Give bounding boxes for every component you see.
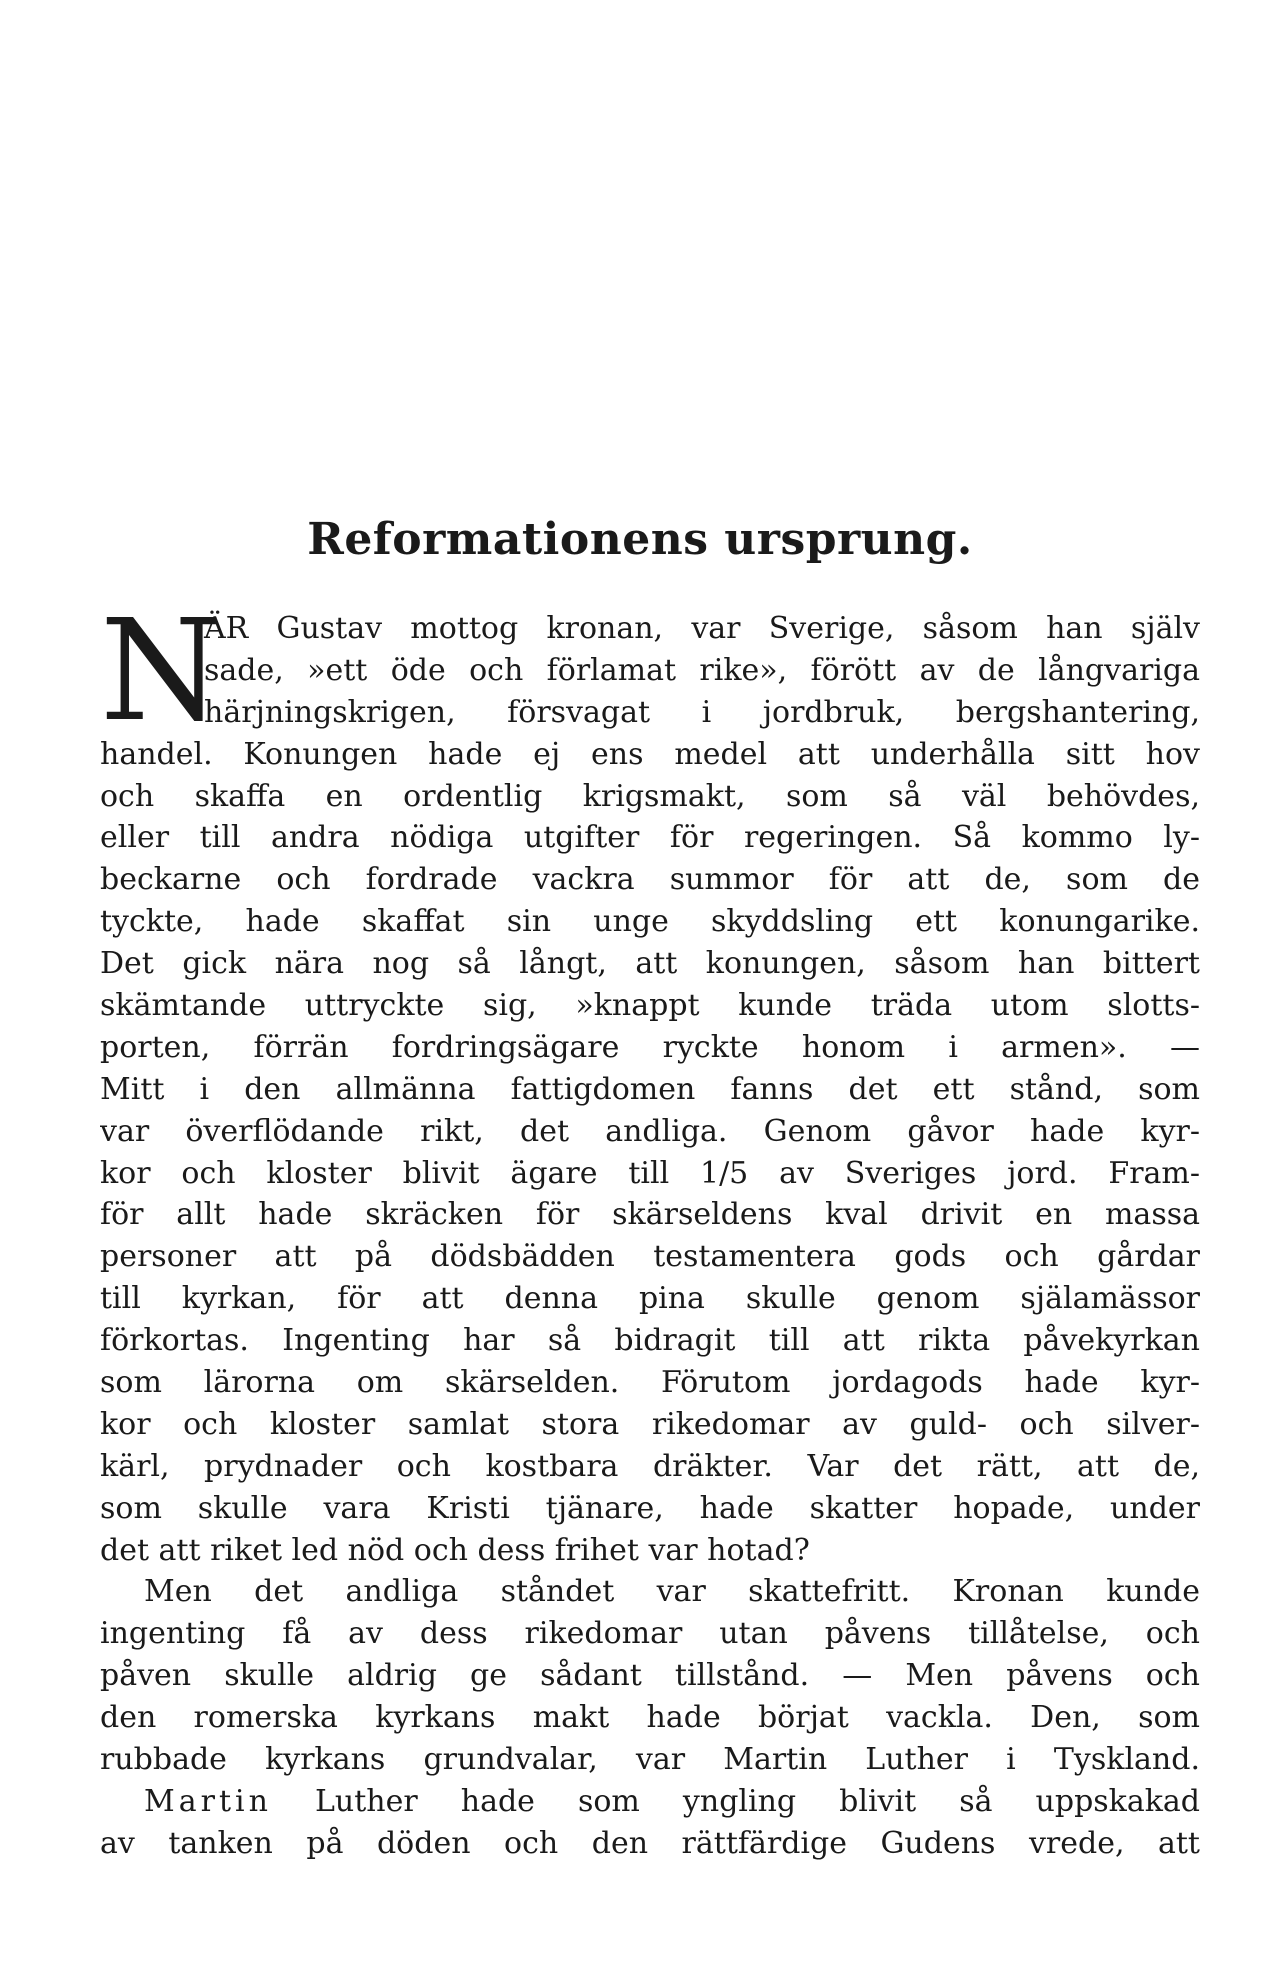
text-line: ÄR Gustav mottog kronan, var Sverige, såsom han själv	[204, 611, 1200, 646]
text-line: sade, »ett öde och förlamat rike», förött av de långvariga	[204, 652, 1200, 688]
text-line: kor och kloster blivit ägare till 1/5 av Sveriges jord. Fram-	[100, 1155, 1200, 1191]
text-line: ingenting få av dess rikedomar utan påvens tillåtelse, och	[100, 1616, 1200, 1652]
text-line: och skaffa en ordentlig krigsmakt, som så väl behövdes,	[100, 778, 1200, 814]
spaced-name: Martin	[144, 1783, 272, 1819]
text-line: påven skulle aldrig ge sådant tillstånd. — Men påvens och	[100, 1658, 1200, 1694]
text-line: var överflödande rikt, det andliga. Genom gåvor hade kyr-	[100, 1113, 1200, 1149]
text-line: handel. Konungen hade ej ens medel att underhålla sitt hov	[100, 736, 1200, 772]
text-line: beckarne och fordrade vackra summor för att de, som de	[100, 862, 1200, 898]
body-text	[100, 590, 1200, 1865]
text-line: till kyrkan, för att denna pina skulle genom själamässor	[100, 1281, 1200, 1317]
text-line: förkortas. Ingenting har så bidragit till att rikta påvekyrkan	[100, 1323, 1200, 1359]
text-line: eller till andra nödiga utgifter för regeringen. Så kommo ly-	[100, 820, 1200, 856]
text-line: personer att på dödsbädden testamentera gods och gårdar	[100, 1239, 1200, 1275]
text-line: rubbade kyrkans grundvalar, var Martin Luther i Tyskland.	[100, 1742, 1200, 1778]
text-line: som lärorna om skärselden. Förutom jordagods hade kyr-	[100, 1365, 1200, 1401]
text-line: som skulle vara Kristi tjänare, hade skatter hopade, under	[100, 1490, 1200, 1526]
text-line: den romerska kyrkans makt hade börjat vackla. Den, som	[100, 1700, 1200, 1736]
text-line: kärl, prydnader och kostbara dräkter. Var det rätt, att de,	[100, 1448, 1200, 1484]
text-line: porten, förrän fordringsägare ryckte honom i armen». —	[100, 1029, 1200, 1065]
text-line: det att riket led nöd och dess frihet var hotad?	[100, 1532, 810, 1568]
text-line: skämtande uttryckte sig, »knappt kunde träda utom slotts-	[100, 988, 1200, 1024]
text-line: Men det andliga ståndet var skattefritt. Kronan kunde	[144, 1574, 1200, 1610]
text-line: av tanken på döden och den rättfärdige Gudens vrede, att	[100, 1825, 1200, 1861]
text-line	[100, 1781, 1200, 1823]
text-line: kor och kloster samlat stora rikedomar av guld- och silver-	[100, 1406, 1200, 1442]
text-line: Mitt i den allmänna fattigdomen fanns det ett stånd, som	[100, 1071, 1200, 1107]
text-line: för allt hade skräcken för skärseldens kval drivit en massa	[100, 1197, 1200, 1233]
drop-cap-letter: N	[100, 590, 223, 753]
text-line: tyckte, hade skaffat sin unge skyddsling ett konungarike.	[100, 904, 1200, 940]
chapter-heading: Reformationens ursprung.	[307, 514, 973, 565]
text-line: Det gick nära nog så långt, att konungen, såsom han bittert	[100, 946, 1200, 982]
text-line: härjningskrigen, försvagat i jordbruk, bergshantering,	[204, 694, 1200, 730]
text-line-rest: Luther hade som yngling blivit så uppskakad	[314, 1783, 1200, 1819]
